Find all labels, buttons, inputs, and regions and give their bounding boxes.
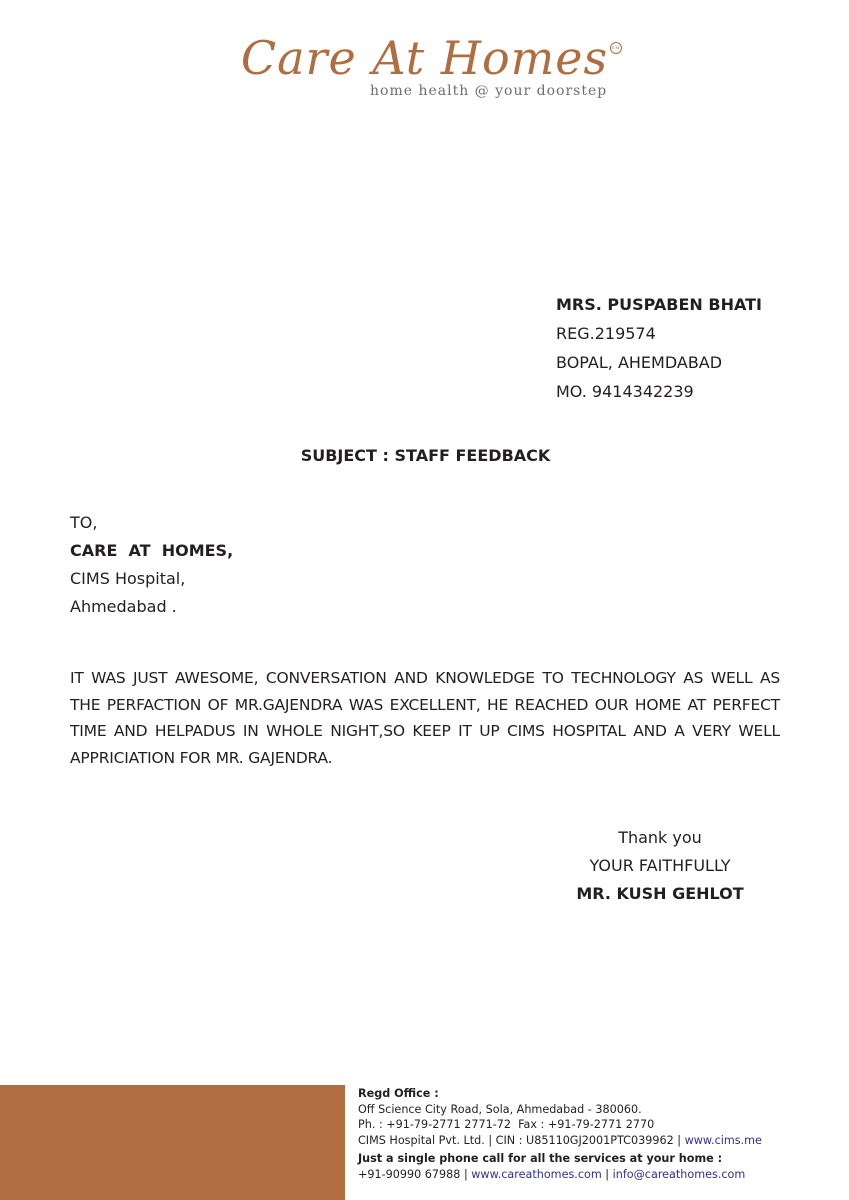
logo-title-text: Care At Homes bbox=[240, 31, 609, 85]
footer-contact-line bbox=[358, 1167, 762, 1183]
footer-phone: Ph. : +91-79-2771 2771-72 Fax : +91-79-2771 2770 bbox=[358, 1118, 655, 1131]
recipient-hospital: CIMS Hospital, bbox=[70, 569, 186, 588]
footer-contact-phone: +91-90990 67988 bbox=[358, 1167, 461, 1181]
footer-company: CIMS Hospital Pvt. Ltd. bbox=[358, 1133, 485, 1147]
subject-text: SUBJECT : STAFF FEEDBACK bbox=[300, 446, 551, 465]
sender-mobile: MO. 9414342239 bbox=[556, 382, 694, 401]
closing-faithfully: YOUR FAITHFULLY bbox=[589, 856, 731, 875]
footer-color-band bbox=[0, 1085, 345, 1200]
recipient-org: CARE AT HOMES, bbox=[70, 541, 234, 560]
footer-company-line bbox=[358, 1133, 762, 1149]
service-mark-icon: SM bbox=[610, 42, 622, 54]
letter-body: IT WAS JUST AWESOME, CONVERSATION AND KNOWLEDGE TO TECHNOLOGY AS WELL AS THE PERFACTION OF MR.GAJENDRA WAS EXCELLENT, HE REACHED OUR HOME AT PERFECT TIME AND HELPADUS IN WHOLE NIGHT,SO KEEP IT UP CIMS HOSPITAL AND A VERY WELL APPRICIATION FOR MR. GAJENDRA. bbox=[70, 669, 780, 767]
sender-reg: REG.219574 bbox=[556, 324, 656, 343]
footer-tagline: Just a single phone call for all the services at your home : bbox=[358, 1152, 723, 1165]
footer-website-careathomes[interactable]: www.careathomes.com bbox=[471, 1167, 602, 1181]
footer-cin: CIN : U85110GJ2001PTC039962 bbox=[495, 1133, 674, 1147]
sender-name: MRS. PUSPABEN BHATI bbox=[556, 295, 762, 314]
recipient-salutation: TO, bbox=[70, 513, 98, 532]
footer-heading: Regd Office : bbox=[358, 1087, 439, 1100]
closing-block bbox=[560, 824, 760, 908]
footer-sep: | bbox=[601, 1167, 613, 1181]
footer-sep: | bbox=[460, 1167, 472, 1181]
footer-address: Off Science City Road, Sola, Ahmedabad - 380060. bbox=[358, 1102, 642, 1116]
subject-line bbox=[0, 446, 849, 465]
footer-sep: | bbox=[484, 1133, 496, 1147]
recipient-block bbox=[70, 509, 233, 621]
footer-email[interactable]: info@careathomes.com bbox=[612, 1167, 746, 1181]
closing-thanks: Thank you bbox=[618, 828, 702, 847]
recipient-city: Ahmedabad . bbox=[70, 597, 177, 616]
sender-address: BOPAL, AHEMDABAD bbox=[556, 353, 723, 372]
sender-block bbox=[556, 290, 762, 406]
footer-website-cims[interactable]: www.cims.me bbox=[684, 1133, 762, 1147]
closing-signatory: MR. KUSH GEHLOT bbox=[576, 884, 744, 903]
letterhead-logo bbox=[0, 30, 849, 86]
footer-block bbox=[358, 1086, 762, 1182]
logo-title bbox=[240, 30, 621, 86]
footer-sep: | bbox=[673, 1133, 685, 1147]
logo-tagline: home health @ your doorstep bbox=[370, 83, 608, 99]
